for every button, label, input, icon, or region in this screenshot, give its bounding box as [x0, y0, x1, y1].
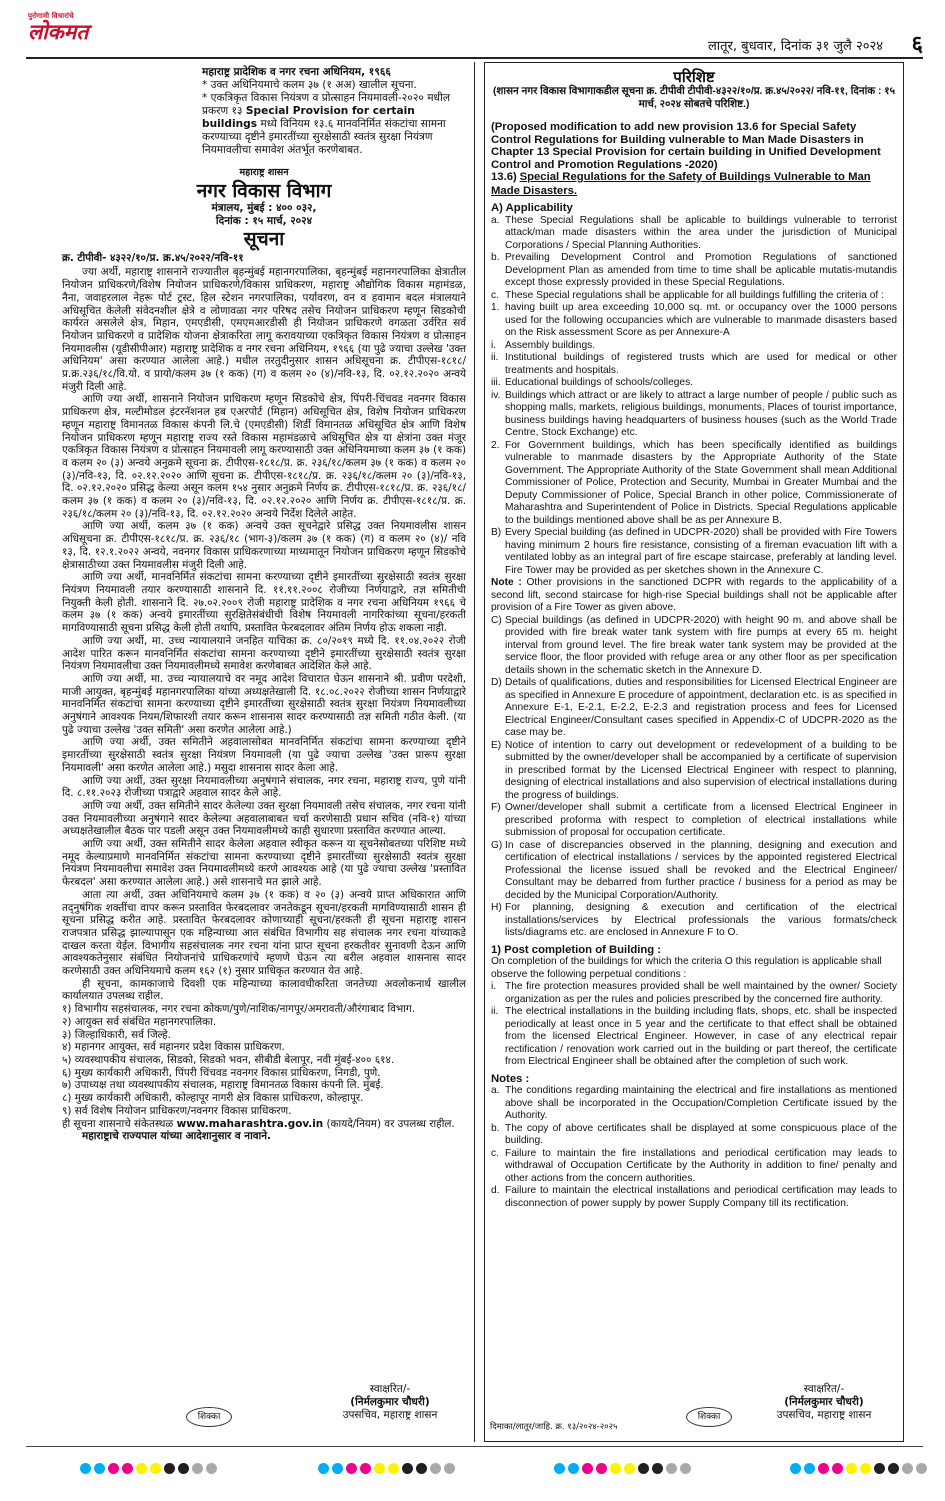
list-item: a. These Special Regulations shall be aplicable to buildings vulnerable to terrorist attack/man made disasters within the area under the jurisdiction of Municipal Corporations / Special Planning Authorities.	[491, 214, 897, 251]
signature-left: स्वाक्षरित/- (निर्मलकुमार चौधरी) उपसचिव, महाराष्ट्र शासन	[342, 1383, 438, 1421]
registration-marks	[318, 1463, 455, 1475]
list-item: a. The conditions regarding maintaining the electrical and fire installations as mentioned above shall be incorporated in the Occupation/Completion Certificate issued by the Authority.	[491, 1085, 897, 1121]
registration-dot	[888, 1463, 899, 1474]
registration-dot	[860, 1463, 871, 1474]
registration-dot	[318, 1463, 329, 1474]
notice-title: सूचना	[243, 227, 285, 250]
list-item: 2. For Government buildings, which has been specifically identified as buildings vulnerable to manmade disasters by the Appropriate Authority of the State Government. The Appropriate Authority of the State Government shall mean Additional Commissioner of Police, Protection and Security, Mumbai in Greater Mumbai and the Deputy Commissioner of Police, Special Branch in other police, Commissionerate of Maharashtra and Superintendent of Police in Districts. Special Regulations applicable to the buildings mentioned above shall be as per Annexure B.	[491, 439, 897, 526]
list-item: H) For planning, designing & execution and certification of the electrical installations/services by Electrical professionals the various formats/check lists/diagrams etc. are enclosed in Annexure F to O.	[491, 902, 897, 938]
registration-dot	[430, 1463, 441, 1474]
registration-dot	[582, 1463, 593, 1474]
annexure-subtitle: (शासन नगर विकास विभागाकडील सूचना क्र. टीपीवी टीपीवी-४३२२/१०/प्र. क्र.४५/२०२२/ नवि-११, दिनांक : १५ मार्च, २०२४ सोबतचे परिशिष्ट.)	[492, 86, 896, 110]
post-completion-heading: 1) Post completion of Building :	[491, 943, 662, 956]
paragraph: आणि ज्या अर्थी, शासनाने नियोजन प्राधिकरण म्हणून सिडकोचे क्षेत्र, पिंपरी-चिंचवड नवनगर विकास प्राधिकरण क्षेत्र, मल्टीमोडल इंटरनॅशनल हब एअरपोर्ट (मिहान) अधिसूचित क्षेत्र, विशेष नियोजन प्राधिकरण म्हणून महाराष्ट्र विमानतळ विकास कंपनी लि.चे (एमएडीसी) शिर्डी विमानतळ अधिसूचित क्षेत्र आणि विशेष नियोजन प्राधिकरण म्हणून महाराष्ट्र राज्य रस्ते विकास महामंडळाचे अधिसूचित क्षेत्र या क्षेत्रांना उक्त मंजूर एकत्रिकृत विकास नियंत्रण व प्रोत्साहन नियमावली लागू करण्यासाठी उक्त अधिनियमाच्या कलम ३७ (१ कक) व कलम २० (३) अन्वये अनुक्रमे सूचना क्र. टीपीएस-१८१८/प्र. क्र. २३६/१८/कलम ३७ (१ कक) व कलम २० (३)/नवि-१३, दि. ०२.१२.२०२० आणि सूचना क्र. टीपीएस-१८१८/प्र. क्र. २३६/१८/कलम २० (३)/नवि-१३, दि. ०२.१२.२०२० प्रसिद्ध केल्या असून कलम १५४ नुसार अनुक्रमे निर्णय क्र. टीपीएस-१८१८/प्र. क्र. २३६/१८/कलम ३७ (१ कक) व कलम २० (३)/नवि-१३, दि. ०२.१२.२०२० आणि निर्णय क्र. टीपीएस-१८१८/प्र. क्र. २३६/१८/कलम २० (३)/नवि-१३, दि. ०२.१२.२०२० अन्वये निर्देश दिलेले आहेत.	[62, 393, 466, 520]
applicability-heading: A) Applicability	[491, 202, 573, 214]
registration-marks	[80, 1463, 217, 1475]
paragraph: ही सूचना, कामकाजाचे दिवशी एक महिन्याच्या कालावधीकरिता जनतेच्या अवलोकनार्थ खालील कार्यालयात उपलब्ध राहील.	[62, 977, 466, 1003]
registration-dot	[164, 1463, 175, 1474]
applicability-list	[491, 215, 897, 578]
registration-dot	[680, 1463, 691, 1474]
list-item: G) In case of discrepancies observed in the planning, designing and execution and certification of electrical installations / services by the appointed registered Electrical Professional the license issued shall be revoked and the Electrical Engineer/ Consultant may be debarred from further practice / business for a period as may be decided by the Municipal Corporation/Authority.	[491, 839, 897, 901]
registration-dot	[94, 1463, 105, 1474]
paragraph: आणि ज्या अर्थी, उक्त समितीने सादर केलेल्या उक्त सुरक्षा नियमावली तसेच संचालक, नगर रचना यांनी उक्त नियमावलीच्या अनुषंगाने सादर केलेल्या अहवालाबाबत चर्चा करणेसाठी प्रधान सचिव (नवि-१) यांच्या अध्यक्षतेखालील बैठक पार पडली असून उक्त नियमावलीमध्ये काही सुधारणा प्रस्तावित करण्यात आल्या.	[62, 799, 466, 838]
annexure-title: परिशिष्ट	[673, 69, 715, 86]
list-item: E) Notice of intention to carry out development or redevelopment of a building to be submitted by the owner/developer shall be accompanied by a certificate of supervision in prescribed format by the Licensed Electrical Engineer with respect to planning, designing of electrical installations and also supervision of electrical installations during the progress of buildings.	[491, 739, 897, 801]
provisions-list	[491, 615, 897, 940]
proposed-modification: (Proposed modification to add new provision 13.6 for Special Safety Control Regulations for Building vulnerable to Man Made Disasters in Chapter 13 Special Provision for certain building in Unified Development Control and Promotion Regulations -2020)	[491, 121, 881, 171]
reference-number: क्र. टीपीवी- ४३२२/१०/प्र. क्र.४५/२०२२/नवि-११	[62, 251, 244, 264]
newspaper-logo	[28, 12, 98, 43]
post-completion-list	[491, 981, 897, 1069]
registration-dot	[206, 1463, 217, 1474]
list-item: B) Every Special building (as defined in UDCPR-2020) shall be provided with Fire Towers having minimum 2 hours fire resistance, consisting of a fireman evacuation lift with a ventilated lobby as an integral part of fire escape staircase, preferably at landing level. Fire Tower may be provided as per sketches shown in the Annexure C.	[491, 527, 897, 576]
top-rule	[26, 57, 923, 59]
registration-dot	[178, 1463, 189, 1474]
list-item: 1. having built up area exceeding 10,000 sq. mt. or occupancy over the 1000 persons used for the following occupancies which are vulnerable to manmade disasters based on the Risk assessment Score as per Annexure-A	[491, 302, 897, 338]
paragraph: ज्या अर्थी, महाराष्ट्र शासनाने राज्यातील बृहन्मुंबई महानगरपालिका, बृहन्मुंबई महानगरपालिका क्षेत्रातील नियोजन प्राधिकरणे/विशेष नियोजन प्राधिकरणे/विकास प्राधिकरण, महाराष्ट्र औद्योगिक विकास महामंडळ, नैना, जवाहरलाल नेहरू पोर्ट ट्रस्ट, हिल स्टेशन नगरपालिका, पर्यावरण, वन व हवामान बदल मंत्रालयाने अधिसूचित केलेली संवेदनशील क्षेत्रे व लोणावळा नगर परिषद तसेच नियोजन प्राधिकरण म्हणून सिडकोची कार्यरत असलेले क्षेत्र, मिहान, एमएडीसी, एमएमआरडीसी ही नियोजन प्राधिकरणे वगळता उर्वरित सर्व नियोजन प्राधिकरणे व प्रादेशिक योजना क्षेत्राकरिता लागू करावयाच्या एकत्रिकृत विकास नियंत्रण व प्रोत्साहन नियमावलीस (यूडीसीपीआर) महाराष्ट्र प्रादेशिक व नगर रचना अधिनियम, १९६६ (या पुढे ज्याचा उल्लेख 'उक्त अधिनियम' असा करण्यात आलेला आहे.) मधील तरतुदीनुसार शासन अधिसूचना क्र. टीपीएस-१८१८/प्र.क्र.२३६/१८/वि.यो. व प्रायो/कलम ३७ (१ कक) (ग) व कलम २० (४)/नवि-१३, दि. ०२.१२.२०२० अन्वये मंजुरी दिली आहे.	[62, 266, 466, 393]
logo-tagline: पुरोगामी विचारांचे	[28, 12, 74, 20]
list-item: १) विभागीय सहसंचालक, नगर रचना कोकण/पुणे/नाशिक/नागपूर/अमरावती/औरंगाबाद विभाग.	[62, 1003, 416, 1016]
notice-marathi	[62, 66, 466, 1143]
list-item: c. Failure to maintain the fire installations and periodical certification may leads to withdrawal of Occupation Certificate by the Authority in addition to fine/ penalty and other actions from the concern authorities.	[491, 1147, 897, 1184]
registration-dot	[554, 1463, 565, 1474]
registration-dot	[916, 1463, 927, 1474]
registration-dot	[360, 1463, 371, 1474]
dateline: लातूर, बुधवार, दिनांक ३१ जुलै २०२४	[707, 39, 883, 54]
registration-dot	[666, 1463, 677, 1474]
list-item: ii. The electrical installations in the building including flats, shops, etc. shall be inspected periodically at least once in 5 year and the certificate to that effect shall be obtained from the licensed Electrical Engineer. However, in case of any electrical repair rectification / renovation work carried out in the building or part thereof, the certificate from Electrical Engineer shall be obtained after the completion of such work.	[491, 1006, 897, 1067]
registration-dot	[568, 1463, 579, 1474]
paragraph: आणि ज्या अर्थी, मा. उच्च न्यायालयाने जनहित याचिका क्र. ८०/२०१९ मध्ये दि. ११.०४.२०२२ रोजी आदेश पारित करून मानवनिर्मित संकटांचा सामना करण्याच्या दृष्टीने इमारतींच्या सुरक्षेसाठी स्वतंत्र सुरक्षा नियंत्रण नियमावलीचा उक्त नियमावलीमध्ये समावेश करणेबाबत आदेशित केले आहे.	[62, 634, 466, 673]
registration-dot	[596, 1463, 607, 1474]
annexure-english	[484, 62, 904, 1442]
paragraph: आणि ज्या अर्थी, मा. उच्च न्यायालयाचे वर नमूद आदेश विचारात घेऊन शासनाने श्री. प्रवीण परदेशी, माजी आयुक्त, बृहन्मुंबई महानगरपालिका यांच्या अध्यक्षतेखाली दि. १८.०८.२०२२ रोजीच्या शासन निर्णयाद्वारे मानवनिर्मित संकटांचा सामना करण्याच्या दृष्टीने इमारतींच्या सुरक्षेसाठी स्वतंत्र सुरक्षा नियंत्रण नियमावलीच्या अनुषंगाने आवश्यक नियम/शिफारशी तयार करून शासनास सादर करण्यासाठी तज्ञ समिती गठीत केली. (या पुढे ज्याचा उल्लेख 'उक्त समिती' असा करणेत आलेला आहे.)	[62, 672, 466, 736]
department-title: नगर विकास विभाग	[196, 179, 332, 202]
paragraph: आणि ज्या अर्थी, उक्त सुरक्षा नियमावलीच्या अनुषंगाने संचालक, नगर रचना, महाराष्ट्र राज्य, पुणे यांनी दि. ८.११.२०२३ रोजीच्या पत्राद्वारे अहवाल सादर केले आहे.	[62, 774, 466, 800]
governor-line: महाराष्ट्राचे राज्यपाल यांच्या आदेशानुसार व नावाने.	[82, 1130, 271, 1143]
page-number: ६	[911, 32, 923, 57]
list-item: C) Special buildings (as defined in UDCPR-2020) with height 90 m. and above shall be provided with fire break water tank system with fire pumps at every 65 m. height interval from ground level. The fire break water tank system may be provided at the service floor, the floor provided with refuge area or any other floor as per specification details shown in the schematic sketch in the Annexure D.	[491, 614, 897, 676]
notes-list	[491, 1085, 897, 1210]
registration-dot	[402, 1463, 413, 1474]
list-item: २) आयुक्त सर्व संबंधित महानगरपालिका.	[62, 1015, 217, 1028]
registration-dot	[874, 1463, 885, 1474]
registration-dot	[610, 1463, 621, 1474]
offices-list	[62, 1003, 466, 1117]
registration-dot	[624, 1463, 635, 1474]
column-divider	[474, 62, 475, 1442]
registration-dot	[444, 1463, 455, 1474]
registration-dot	[80, 1463, 91, 1474]
note: Note : Other provisions in the sanctioned DCPR with regards to the applicability of a second lift, second staircase for high-rise Special buildings shall not be applicable after provision of a Fire Tower as given above.	[491, 577, 897, 613]
masthead	[0, 0, 945, 58]
website-link[interactable]: www.maharashtra.gov.in	[176, 1117, 324, 1130]
list-item: F) Owner/developer shall submit a certificate from a licensed Electrical Engineer in prescribed proforma with respect to completion of electrical installations while submission of proposal for occupation certificate.	[491, 802, 897, 838]
regulation-heading: 13.6) Special Regulations for the Safety of Buildings Vulnerable to Man Made Disasters.	[491, 171, 871, 197]
date: दिनांक : १५ मार्च, २०२४	[215, 214, 313, 227]
paragraph: आणि ज्या अर्थी, मानवनिर्मित संकटांचा सामना करण्याच्या दृष्टीने इमारतींच्या सुरक्षेसाठी स्वतंत्र सुरक्षा नियंत्रण नियमावली तयार करण्यासाठी शासनाने दि. ११.११.२००८ रोजीच्या निर्णयाद्वारे, तज्ञ समितीची नियुक्ती केली होती. शासनाने दि. २७.०२.२००९ रोजी महाराष्ट्र प्रादेशिक व नगर रचना अधिनियम १९६६ चे कलम ३७ (१ कक) अन्वये इमारतींच्या सुरक्षितेसंबंधीची विशेष नियमावली नागरिकांच्या सूचना/हरकती मागविण्यासाठी सूचना प्रसिद्ध केली होती तथापि, प्रस्तावित फेरबदलावर अंतिम निर्णय होऊ शकला नाही.	[62, 571, 466, 635]
registration-dot	[902, 1463, 913, 1474]
list-item: i. The fire protection measures provided shall be well maintained by the owner/ Society organization as per the rules and policies prescribed by the concerned fire authority.	[491, 981, 897, 1005]
intro-act: महाराष्ट्र प्रादेशिक व नगर रचना अधिनियम, १९६६	[202, 66, 391, 78]
list-item: iii. Educational buildings of schools/colleges.	[491, 377, 694, 388]
website-line: ही सूचना शासनाचे संकेतस्थळ www.maharashtra.gov.in (कायदे/नियम) वर उपलब्ध राहील.	[62, 1117, 455, 1130]
registration-dot	[846, 1463, 857, 1474]
paragraph: आणि ज्या अर्थी, कलम ३७ (१ कक) अन्वये उक्त सूचनेद्वारे प्रसिद्ध उक्त नियमावलीस शासन अधिसूचना क्र. टीपीएस-१८१८/प्र. क्र. २३६/१८ (भाग-३)/कलम ३७ (१ कक) (ग) व कलम २० (४)/ नवि १३, दि. १२.१.२०२२ अन्वये, नवनगर विकास प्राधिकरणाच्या माध्यमातून नियोजन प्राधिकरण म्हणून सिडकोचे क्षेत्रासाठीच्या उक्त नियमावलीस मंजुरी दिली आहे.	[62, 520, 466, 571]
list-item: iv. Buildings which attract or are likely to attract a large number of people / public such as shopping malls, markets, religious buildings, monuments, Places of tourist importance, business buildings having headquarters of business houses (such as the World Trade Centre, Stock Exchange) etc.	[491, 389, 897, 438]
list-item: D) Details of qualifications, duties and responsibilities for Licensed Electrical Engineer are as specified in Annexure E procedure of appointment, declaration etc. is as specified in Annexure E-1, E-2.1, E-2.2, E-2.3 and registration process and fees for Licensed Electrical Engineer/Consultant cases specified in Appendix-C of UDCPR-2020 as the case may be.	[491, 677, 897, 738]
footer-code: दिमाका/लातूर/जाहि. क्र. १३/२०२४-२०२५	[490, 1422, 618, 1432]
registration-dot	[388, 1463, 399, 1474]
intro-udcpr: * एकत्रिकृत विकास नियंत्रण व प्रोत्साहन नियमावली-२०२० मधील प्रकरण १३ Special Provision for certain buildings मध्ये विनियम १३.६ मानवनिर्मित संकटांचा सामना करण्याच्या दृष्टीने इमारतींच्या सुरक्षेसाठी स्वतंत्र सुरक्षा नियंत्रण नियमावलीचा समावेश अंतर्भूत करणेबाबत.	[202, 92, 450, 156]
registration-dot	[790, 1463, 801, 1474]
registration-dot	[832, 1463, 843, 1474]
notes-heading: Notes :	[491, 1072, 530, 1085]
paragraph: आणि ज्या अर्थी, उक्त समितीने अहवालासोबत मानवनिर्मित संकटांचा सामना करण्याच्या दृष्टीने इमारतींच्या सुरक्षेसाठी स्वतंत्र सुरक्षा नियंत्रण नियमावली (या पुढे ज्याचा उल्लेख 'उक्त प्रारूप सुरक्षा नियमावली' असा करणेत आलेला आहे.) मसुदा शासनास सादर केला आहे.	[62, 736, 466, 774]
paragraph: आणि ज्या अर्थी, उक्त समितीने सादर केलेला अहवाल स्वीकृत करून या सूचनेसोबतच्या परिशिष्ट मध्ये नमूद केल्याप्रमाणे मानवनिर्मित संकटांचा सामना करण्याच्या दृष्टीने इमारतींच्या सुरक्षेसाठी स्वतंत्र सुरक्षा नियंत्रण नियमावलीचा समावेश उक्त नियमावलीमध्ये करणे आवश्यक आहे (या पुढे ज्याचा उल्लेख 'प्रस्तावित फेरबदल' असा करण्यात आलेला आहे.) असे शासनाचे मत झाले आहे.	[62, 838, 466, 889]
registration-dot	[122, 1463, 133, 1474]
list-item: b. Prevailing Development Control and Promotion Regulations of sanctioned Development Plan as amended from time to time shall be aplicable mutatis-mutandis except those expressly provided in these Special Regulations.	[491, 252, 897, 288]
list-item: ८) मुख्य कार्यकारी अधिकारी, कोल्हापूर नागरी क्षेत्र विकास प्राधिकरण, कोल्हापूर.	[62, 1092, 364, 1105]
paragraph: आता त्या अर्थी, उक्त अधिनियमाचे कलम ३७ (१ कक) व २० (३) अन्वये प्राप्त अधिकारात आणि तद्नुषंगिक शक्तींचा वापर करून प्रस्तावित फेरबदलावर जनतेकडून सूचना/हरकती मागविण्यासाठी शासन ही सूचना प्रसिद्ध करीत आहे. प्रस्तावित फेरबदलावर कोणाच्याही सूचना/हरकती ही सूचना महाराष्ट्र शासन राजपत्रात प्रसिद्ध झाल्यापासून एक महिन्याच्या आत संबंधित विभागीय सह संचालक नगर रचना यांच्याकडे दाखल करता येईल. विभागीय सहसंचालक नगर रचना यांना प्राप्त सूचना हरकतीवर सुनावणी देऊन आणि आवश्यकतेनुसार संबंधित नियोजनांचे प्राधिकरणांचे म्हणणे घेऊन त्या बरील अहवाल शासनास सादर करणेसाठी उक्त अधिनियमाचे कलम १६२ (१) नुसार प्राधिकृत करण्यात येत आहे.	[62, 888, 466, 978]
list-item: ६) मुख्य कार्यकारी अधिकारी, पिंपरी चिंचवड नवनगर विकास प्राधिकरण, निगडी, पुणे.	[62, 1066, 381, 1079]
list-item: ३) जिल्हाधिकारी, सर्व जिल्हे.	[62, 1028, 171, 1041]
registration-dot	[136, 1463, 147, 1474]
post-completion-intro: On completion of the buildings for which the criteria O this regulation is applicable shall observe the following perpetual conditions :	[491, 956, 882, 980]
registration-dot	[150, 1463, 161, 1474]
stamp-right: शिक्का	[686, 1407, 732, 1427]
registration-dot	[818, 1463, 829, 1474]
registration-dot	[332, 1463, 343, 1474]
registration-dot	[638, 1463, 649, 1474]
intro-section: * उक्त अधिनियमाचे कलम ३७ (१ अअ) खालील सूचना.	[202, 79, 417, 91]
logo-name: लोकमत	[28, 19, 89, 44]
registration-dot	[192, 1463, 203, 1474]
address: मंत्रालय, मुंबई : ४०० ०३२,	[211, 201, 317, 214]
registration-marks	[554, 1463, 691, 1475]
registration-dot	[108, 1463, 119, 1474]
list-item: i. Assembly buildings.	[491, 339, 596, 351]
list-item: ४) महानगर आयुक्त, सर्व महानगर प्रदेश विकास प्राधिकरण.	[62, 1041, 285, 1054]
list-item: b. The copy of above certificates shall be displayed at some conspicuous place of the building.	[491, 1122, 897, 1146]
registration-dot	[416, 1463, 427, 1474]
registration-dot	[346, 1463, 357, 1474]
list-item: ७) उपाध्यक्ष तथा व्यवस्थापकीय संचालक, महाराष्ट्र विमानतळ विकास कंपनी लि. मुंबई.	[62, 1079, 384, 1092]
list-item: c. These Special regulations shall be applicable for all buildings fulfilling the criteria of :	[491, 289, 884, 301]
notice-intro	[202, 66, 466, 157]
list-item: ९) सर्व विशेष नियोजन प्राधिकरण/नवनगर विकास प्राधिकरण.	[62, 1104, 292, 1117]
bottom-rule	[26, 1446, 923, 1447]
registration-dot	[804, 1463, 815, 1474]
list-item: ५) व्यवस्थापकीय संचालक, सिडको, सिडको भवन, सीबीडी बेलापूर, नवी मुंबई-४०० ६१४.	[62, 1054, 395, 1066]
registration-marks	[790, 1463, 927, 1475]
registration-dot	[652, 1463, 663, 1474]
stamp-left: शिक्का	[186, 1407, 232, 1427]
list-item: ii. Institutional buildings of registered trusts which are used for medical or other treatments and hospitals.	[491, 352, 897, 376]
registration-dot	[374, 1463, 385, 1474]
notice-body	[62, 266, 466, 1003]
gov-name: महाराष्ट्र शासन	[239, 167, 289, 178]
list-item: d. Failure to maintain the electrical installations and periodical certification may leads to disconnection of power supply by power Supply Company till its rectification.	[491, 1185, 897, 1209]
signature-right: स्वाक्षरित/- (निर्मलकुमार चौधरी) उपसचिव, महाराष्ट्र शासन	[776, 1383, 872, 1421]
